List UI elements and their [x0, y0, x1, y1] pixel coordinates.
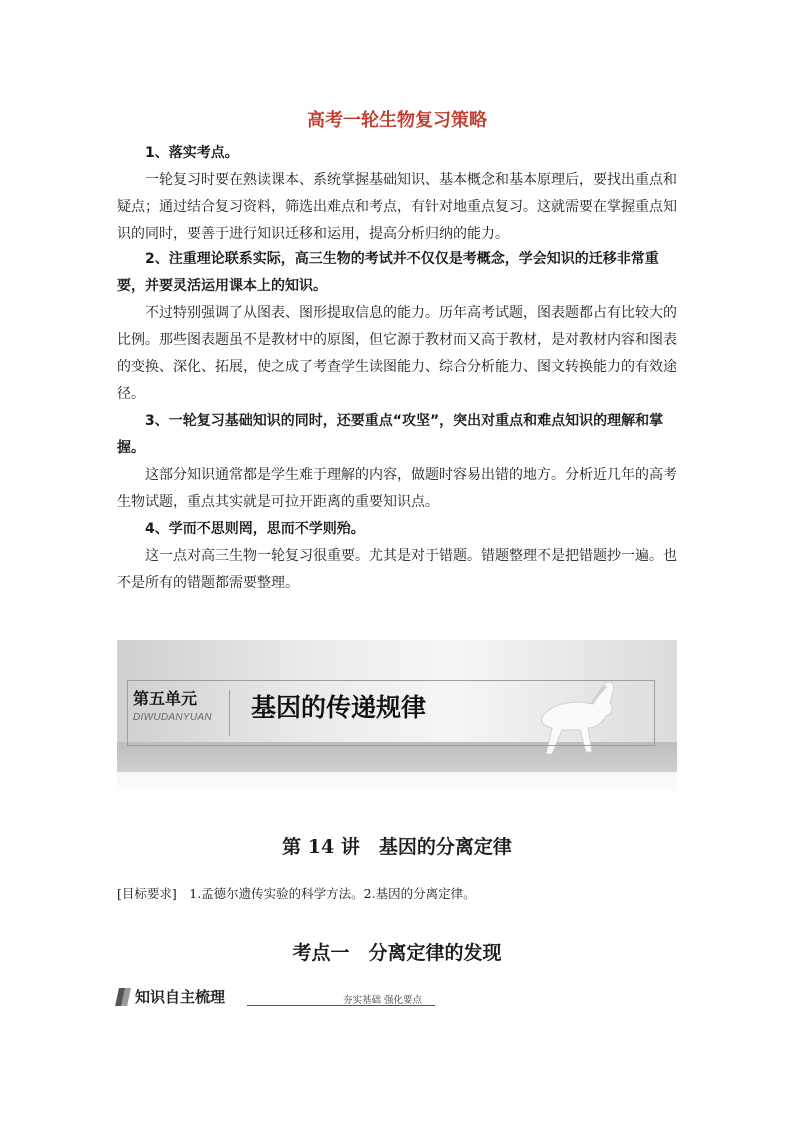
unit-pinyin: DIWUDANYUAN [133, 712, 212, 723]
module-title: 知识自主梳理 [135, 988, 226, 1006]
strategy-section-2 [117, 246, 677, 408]
document-title: 高考一轮生物复习策略 [307, 110, 487, 131]
unit-title: 基因的传递规律 [251, 693, 427, 722]
unit-label-box [133, 682, 233, 730]
section-body: 不过特别强调了从图表、图形提取信息的能力。历年高考试题，图表题都占有比较大的比例。那些图表题虽不是教材中的原图，但它源于教材而又高于教材，是对教材内容和图表的变换、深化、拓展，使之成了考查学生读图能力、综合分析能力、图文转换能力的有效途径。 [117, 305, 677, 402]
section-title: 考点一 分离定律的发现 [292, 942, 502, 964]
module-header [117, 986, 435, 1008]
section-body: 这部分知识通常都是学生难于理解的内容，做题时容易出错的地方。分析近几年的高考生物试题，重点其实就是可拉开距离的重要知识点。 [117, 467, 677, 510]
section-body: 一轮复习时要在熟读课本、系统掌握基础知识、基本概念和基本原理后，要找出重点和疑点；通过结合复习资料，筛选出难点和考点，有针对地重点复习。这就需要在掌握重点知识的同时，要善于进行知识迁移和运用，提高分析归纳的能力。 [117, 172, 677, 242]
section-heading: 4、学而不思则罔，思而不学则殆。 [145, 521, 365, 537]
strategy-section-1 [117, 140, 677, 248]
learning-goals: [目标要求] 1.孟德尔遗传实验的科学方法。2.基因的分离定律。 [117, 886, 476, 901]
section-heading: 2、注重理论联系实际，高三生物的考试并不仅仅是考概念，学会知识的迁移非常重要，并要灵活运用课本上的知识。 [117, 251, 659, 294]
unit-banner [117, 640, 677, 800]
section-heading: 3、一轮复习基础知识的同时，还要重点“攻坚”，突出对重点和难点知识的理解和掌握。 [117, 413, 664, 456]
section-body: 这一点对高三生物一轮复习很重要。尤其是对于错题。错题整理不是把错题抄一遍。也不是所有的错题都需要整理。 [117, 548, 677, 591]
banner-divider [229, 690, 230, 736]
bookmark-icon [115, 988, 131, 1006]
strategy-section-3 [117, 408, 677, 516]
strategy-section-4 [117, 516, 677, 597]
lecture-title: 第 14 讲 基因的分离定律 [282, 836, 512, 858]
module-tag: 夯实基础 强化要点 [343, 995, 423, 1006]
unit-number: 第五单元 [133, 689, 198, 708]
section-heading: 1、落实考点。 [145, 145, 239, 161]
